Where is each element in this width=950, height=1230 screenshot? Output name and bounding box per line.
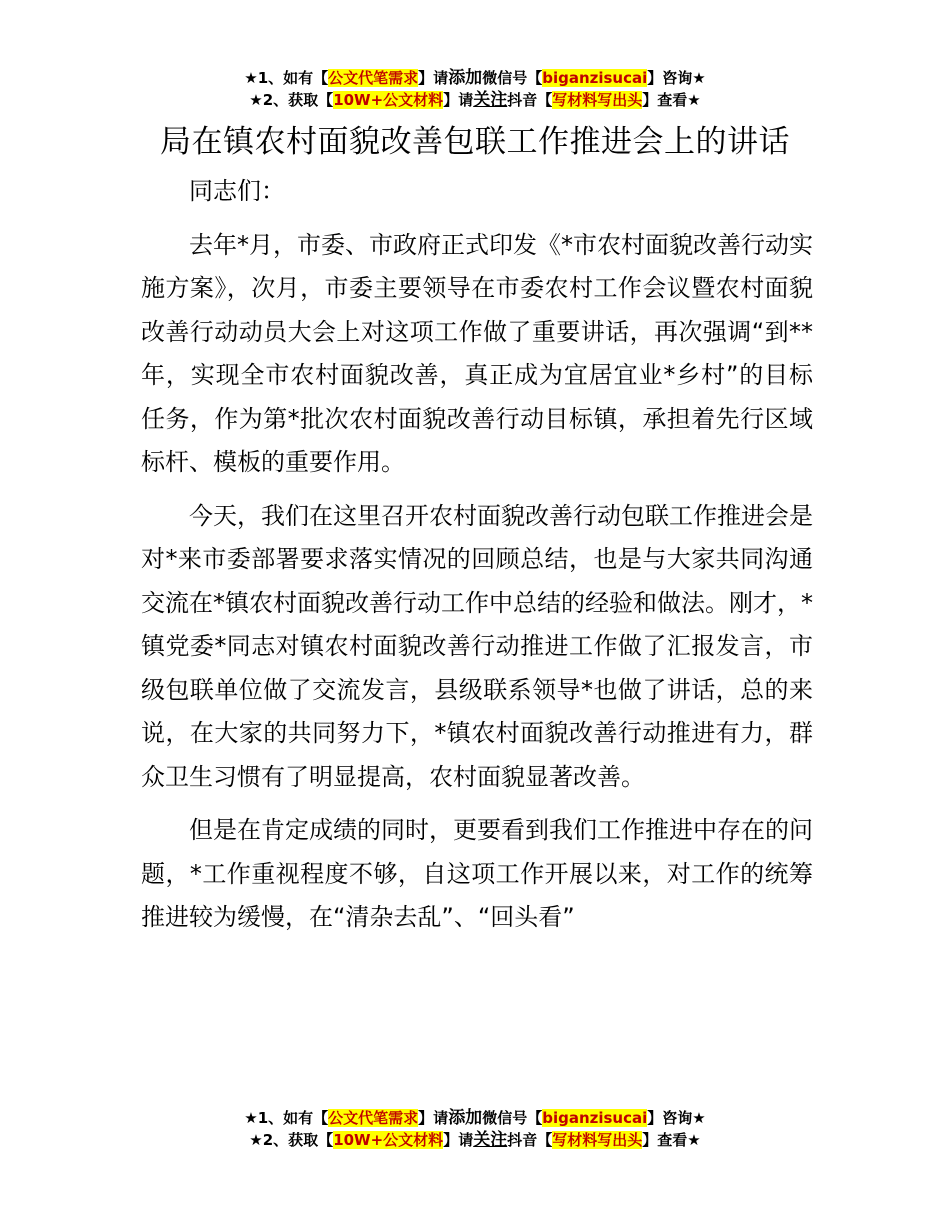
- header-promo-line-1: ★1、如有【公文代笔需求】请添加微信号【biganzisucai】咨询★: [244, 68, 706, 88]
- footer-promo-line-2: ★2、获取【10W+公文材料】请关注抖音【写材料写出头】查看★: [249, 1130, 701, 1150]
- header-promo-line-2: ★2、获取【10W+公文材料】请关注抖音【写材料写出头】查看★: [249, 90, 701, 110]
- header-promo: [0, 67, 950, 111]
- highlight-materials: 10W+公文材料: [333, 91, 444, 109]
- paragraph-1: 去年*月，市委、市政府正式印发《*市农村面貌改善行动实施方案》，次月，市委主要领导在市委农村工作会议暨农村面貌改善行动动员大会上对这项工作做了重要讲话，再次强调“到**年，实现全市农村面貌改善，真正成为宜居宜业*乡村”的目标任务，作为第*批次农村面貌改善行动目标镇，承担着先行区域标杆、模板的重要作用。: [141, 230, 813, 476]
- highlight-ghostwriting: 公文代笔需求: [328, 69, 419, 87]
- highlight-wechat-id: biganzisucai: [542, 1109, 648, 1127]
- paragraph-3: 但是在肯定成绩的同时，更要看到我们工作推进中存在的问题，*工作重视程度不够，自这项工作开展以来，对工作的统筹推进较为缓慢，在“清杂去乱”、“回头看”: [141, 816, 813, 931]
- highlight-ghostwriting: 公文代笔需求: [328, 1109, 419, 1127]
- highlight-materials: 10W+公文材料: [333, 1131, 444, 1149]
- paragraph-2: 今天，我们在这里召开农村面貌改善行动包联工作推进会是对*来市委部署要求落实情况的回顾总结，也是与大家共同沟通交流在*镇农村面貌改善行动工作中总结的经验和做法。刚才，*镇党委*同志对镇农村面貌改善行动推进工作做了汇报发言，市级包联单位做了交流发言，县级联系领导*也做了讲话，总的来说，在大家的共同努力下，*镇农村面貌改善行动推进有力，群众卫生习惯有了明显提高，农村面貌显著改善。: [141, 501, 813, 791]
- footer-promo-line-1: ★1、如有【公文代笔需求】请添加微信号【biganzisucai】咨询★: [244, 1108, 706, 1128]
- highlight-wechat-id: biganzisucai: [542, 69, 648, 87]
- highlight-douyin: 写材料写出头: [552, 1131, 643, 1149]
- document-body: [141, 170, 813, 940]
- salutation: 同志们：: [189, 177, 285, 205]
- document-title: 局在镇农村面貌改善包联工作推进会上的讲话: [160, 124, 790, 160]
- footer-promo: [0, 1107, 950, 1151]
- highlight-douyin: 写材料写出头: [552, 91, 643, 109]
